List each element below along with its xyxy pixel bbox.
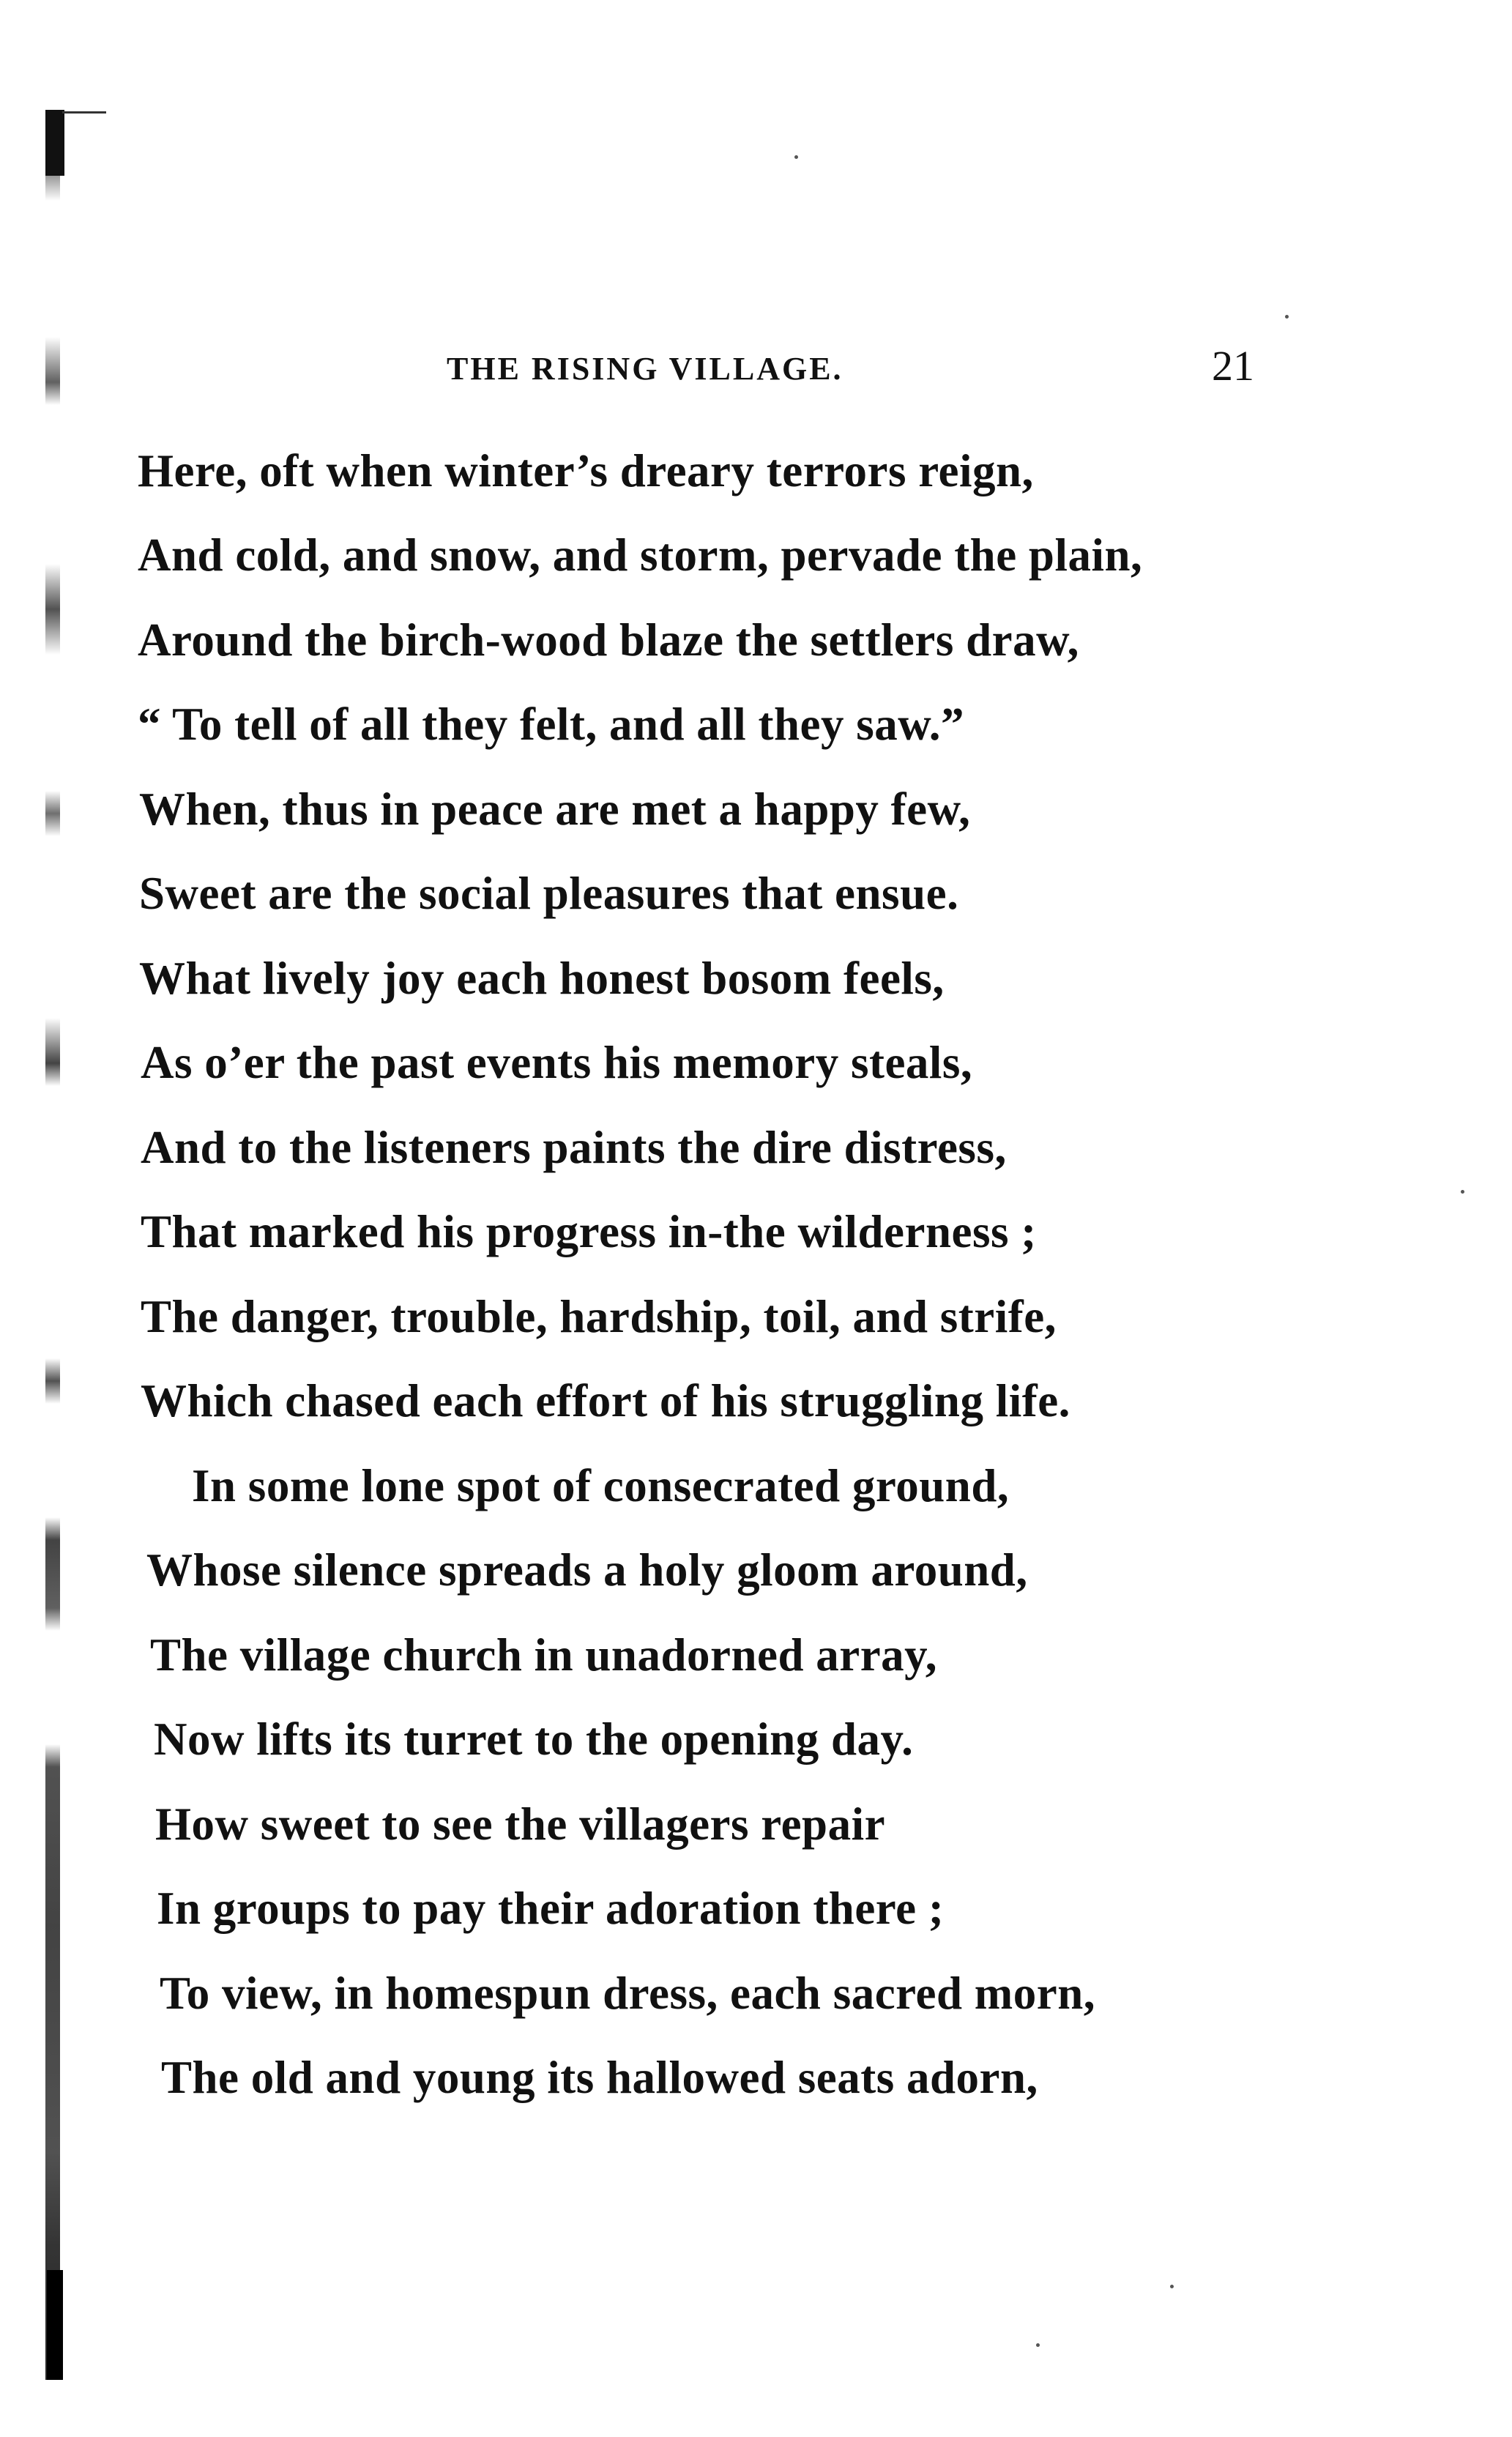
poem-line: Which chased each effort of his struggling life. [141,1375,1070,1426]
running-head: THE RISING VILLAGE. [447,351,843,387]
binding-rule [62,111,106,114]
poem-line: And cold, and snow, and storm, pervade the plain, [138,529,1143,581]
poem-line: That marked his progress in-the wilderness ; [141,1206,1037,1257]
poem-line: The danger, trouble, hardship, toil, and strife, [141,1291,1057,1342]
poem-line: To view, in homespun dress, each sacred morn, [160,1968,1095,2019]
poem-line: Around the birch-wood blaze the settlers draw, [138,614,1079,666]
poem-line: “ To tell of all they felt, and all they saw.” [138,699,965,750]
poem-line: In groups to pay their adoration there ; [157,1883,945,1934]
poem-line: Whose silence spreads a holy gloom around, [146,1544,1028,1596]
poem-line: And to the listeners paints the dire distress, [141,1122,1007,1173]
poem-line: Now lifts its turret to the opening day. [154,1714,914,1765]
binding-shadow-bottom [47,2270,63,2380]
binding-shadow-top [45,110,64,176]
ink-speck [1036,2343,1040,2347]
poem-line: When, thus in peace are met a happy few, [139,784,971,835]
poem-line: What lively joy each honest bosom feels, [139,953,945,1004]
binding-shadow [45,110,60,2380]
poem-line: In some lone spot of consecrated ground, [192,1460,1010,1511]
page-number: 21 [1212,342,1254,390]
poem-line: How sweet to see the villagers repair [155,1798,886,1850]
ink-speck [1461,1190,1464,1194]
ink-speck [1285,315,1289,319]
ink-speck [1170,2285,1174,2288]
poem-line: Here, oft when winter’s dreary terrors reign, [138,445,1034,496]
poem-line: Sweet are the social pleasures that ensue. [139,868,959,919]
poem-line: The village church in unadorned array, [150,1629,937,1681]
ink-speck [794,155,798,159]
poem-line: As o’er the past events his memory steals, [141,1037,973,1088]
poem-line: The old and young its hallowed seats adorn, [161,2052,1038,2103]
